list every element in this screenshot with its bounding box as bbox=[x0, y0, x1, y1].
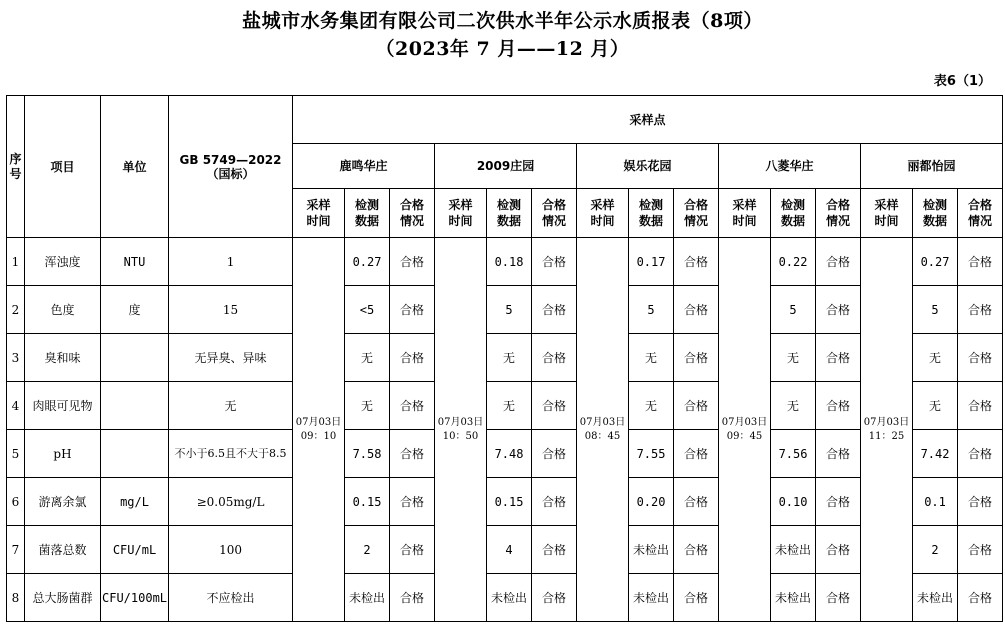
test-value-cell: 4 bbox=[487, 526, 532, 574]
header-sampling-points: 采样点 bbox=[293, 96, 1003, 144]
test-value-cell: 未检出 bbox=[771, 526, 816, 574]
site-header: 八菱华庄 bbox=[719, 144, 861, 189]
report-period: （2023年 7 月——12 月） bbox=[375, 38, 630, 60]
header-index bbox=[7, 96, 25, 238]
test-value-cell: 0.1 bbox=[913, 478, 958, 526]
sample-time-cell: 07月03日 10：50 bbox=[435, 238, 487, 622]
test-value-cell: 未检出 bbox=[629, 574, 674, 622]
header-result bbox=[958, 189, 1003, 238]
header-test-data-text: 检测数据 bbox=[355, 198, 380, 228]
test-value-cell: 5 bbox=[487, 286, 532, 334]
header-result bbox=[390, 189, 435, 238]
test-value-cell: 2 bbox=[345, 526, 390, 574]
header-standard: GB 5749—2022 （国标） bbox=[169, 96, 293, 238]
result-cell: 合格 bbox=[390, 526, 435, 574]
result-cell: 合格 bbox=[816, 478, 861, 526]
result-cell: 合格 bbox=[532, 334, 577, 382]
result-cell: 合格 bbox=[532, 574, 577, 622]
result-cell: 合格 bbox=[390, 334, 435, 382]
sample-time-cell: 07月03日 11：25 bbox=[861, 238, 913, 622]
header-sample-time bbox=[577, 189, 629, 238]
row-index: 7 bbox=[7, 526, 25, 574]
result-cell: 合格 bbox=[816, 334, 861, 382]
test-value-cell: 7.58 bbox=[345, 430, 390, 478]
result-cell: 合格 bbox=[674, 526, 719, 574]
test-value-cell: 0.15 bbox=[487, 478, 532, 526]
row-standard: 不应检出 bbox=[169, 574, 293, 622]
header-sample-time-text: 采样时间 bbox=[874, 198, 899, 228]
result-cell: 合格 bbox=[390, 382, 435, 430]
test-value-cell: 未检出 bbox=[345, 574, 390, 622]
header-result-text: 合格情况 bbox=[542, 198, 567, 228]
header-result-text: 合格情况 bbox=[684, 198, 709, 228]
header-test-data-text: 检测数据 bbox=[781, 198, 806, 228]
test-value-cell: 0.15 bbox=[345, 478, 390, 526]
header-sample-time bbox=[719, 189, 771, 238]
sample-time-cell: 07月03日 09：10 bbox=[293, 238, 345, 622]
result-cell: 合格 bbox=[390, 430, 435, 478]
water-quality-table bbox=[6, 95, 1003, 622]
test-value-cell: 未检出 bbox=[913, 574, 958, 622]
header-sample-time-text: 采样时间 bbox=[448, 198, 473, 228]
test-value-cell: 无 bbox=[913, 334, 958, 382]
test-value-cell: 0.10 bbox=[771, 478, 816, 526]
row-standard: 不小于6.5且不大于8.5 bbox=[169, 430, 293, 478]
row-index: 3 bbox=[7, 334, 25, 382]
result-cell: 合格 bbox=[816, 238, 861, 286]
test-value-cell: 无 bbox=[771, 382, 816, 430]
row-index: 2 bbox=[7, 286, 25, 334]
test-value-cell: 7.48 bbox=[487, 430, 532, 478]
result-cell: 合格 bbox=[958, 286, 1003, 334]
test-value-cell: 未检出 bbox=[771, 574, 816, 622]
result-cell: 合格 bbox=[532, 286, 577, 334]
result-cell: 合格 bbox=[674, 430, 719, 478]
row-unit bbox=[101, 382, 169, 430]
result-cell: 合格 bbox=[816, 574, 861, 622]
result-cell: 合格 bbox=[532, 430, 577, 478]
test-value-cell: 0.27 bbox=[913, 238, 958, 286]
test-value-cell: 0.27 bbox=[345, 238, 390, 286]
header-result bbox=[674, 189, 719, 238]
row-item: 色度 bbox=[25, 286, 101, 334]
site-header: 鹿鸣华庄 bbox=[293, 144, 435, 189]
result-cell: 合格 bbox=[816, 430, 861, 478]
test-value-cell: 5 bbox=[629, 286, 674, 334]
row-standard: 100 bbox=[169, 526, 293, 574]
row-unit bbox=[101, 430, 169, 478]
result-cell: 合格 bbox=[532, 478, 577, 526]
test-value-cell: <5 bbox=[345, 286, 390, 334]
header-test-data bbox=[913, 189, 958, 238]
row-unit: 度 bbox=[101, 286, 169, 334]
test-value-cell: 未检出 bbox=[629, 526, 674, 574]
row-unit: NTU bbox=[101, 238, 169, 286]
test-value-cell: 5 bbox=[913, 286, 958, 334]
row-standard: 无异臭、异味 bbox=[169, 334, 293, 382]
row-standard: 无 bbox=[169, 382, 293, 430]
header-sample-time-text: 采样时间 bbox=[306, 198, 331, 228]
row-index: 5 bbox=[7, 430, 25, 478]
result-cell: 合格 bbox=[532, 382, 577, 430]
test-value-cell: 无 bbox=[345, 334, 390, 382]
row-index: 6 bbox=[7, 478, 25, 526]
result-cell: 合格 bbox=[816, 382, 861, 430]
row-item: 臭和味 bbox=[25, 334, 101, 382]
test-value-cell: 0.17 bbox=[629, 238, 674, 286]
header-test-data-text: 检测数据 bbox=[639, 198, 664, 228]
header-test-data-text: 检测数据 bbox=[497, 198, 522, 228]
result-cell: 合格 bbox=[390, 574, 435, 622]
test-value-cell: 7.55 bbox=[629, 430, 674, 478]
result-cell: 合格 bbox=[532, 238, 577, 286]
test-value-cell: 0.22 bbox=[771, 238, 816, 286]
row-item: 游离余氯 bbox=[25, 478, 101, 526]
test-value-cell: 无 bbox=[345, 382, 390, 430]
header-result bbox=[532, 189, 577, 238]
header-sample-time bbox=[435, 189, 487, 238]
result-cell: 合格 bbox=[816, 526, 861, 574]
header-test-data bbox=[487, 189, 532, 238]
test-value-cell: 2 bbox=[913, 526, 958, 574]
test-value-cell: 无 bbox=[913, 382, 958, 430]
result-cell: 合格 bbox=[958, 382, 1003, 430]
test-value-cell: 0.18 bbox=[487, 238, 532, 286]
test-value-cell: 无 bbox=[629, 382, 674, 430]
test-value-cell: 0.20 bbox=[629, 478, 674, 526]
table-number: 表6（1） bbox=[933, 74, 991, 89]
row-item: 总大肠菌群 bbox=[25, 574, 101, 622]
result-cell: 合格 bbox=[390, 238, 435, 286]
test-value-cell: 无 bbox=[487, 382, 532, 430]
row-index: 4 bbox=[7, 382, 25, 430]
site-header: 2009庄园 bbox=[435, 144, 577, 189]
header-test-data bbox=[345, 189, 390, 238]
sample-time-cell: 07月03日 08：45 bbox=[577, 238, 629, 622]
test-value-cell: 7.42 bbox=[913, 430, 958, 478]
header-result-text: 合格情况 bbox=[968, 198, 993, 228]
header-sample-time-text: 采样时间 bbox=[590, 198, 615, 228]
result-cell: 合格 bbox=[674, 382, 719, 430]
table-row bbox=[7, 238, 1003, 286]
header-index-text: 序号 bbox=[9, 151, 22, 181]
row-index: 8 bbox=[7, 574, 25, 622]
result-cell: 合格 bbox=[958, 526, 1003, 574]
test-value-cell: 无 bbox=[771, 334, 816, 382]
header-result bbox=[816, 189, 861, 238]
row-standard: ≥0.05mg/L bbox=[169, 478, 293, 526]
row-standard: 15 bbox=[169, 286, 293, 334]
result-cell: 合格 bbox=[674, 238, 719, 286]
header-item: 项目 bbox=[25, 96, 101, 238]
test-value-cell: 无 bbox=[487, 334, 532, 382]
row-standard: 1 bbox=[169, 238, 293, 286]
result-cell: 合格 bbox=[958, 574, 1003, 622]
test-value-cell: 5 bbox=[771, 286, 816, 334]
site-header: 丽都怡园 bbox=[861, 144, 1003, 189]
result-cell: 合格 bbox=[532, 526, 577, 574]
row-unit: CFU/mL bbox=[101, 526, 169, 574]
row-unit bbox=[101, 334, 169, 382]
header-unit: 单位 bbox=[101, 96, 169, 238]
table-row bbox=[7, 478, 1003, 526]
header-sample-time-text: 采样时间 bbox=[732, 198, 757, 228]
result-cell: 合格 bbox=[390, 478, 435, 526]
row-item: 肉眼可见物 bbox=[25, 382, 101, 430]
result-cell: 合格 bbox=[958, 238, 1003, 286]
result-cell: 合格 bbox=[958, 334, 1003, 382]
result-cell: 合格 bbox=[674, 286, 719, 334]
test-value-cell: 未检出 bbox=[487, 574, 532, 622]
header-result-text: 合格情况 bbox=[826, 198, 851, 228]
table-row bbox=[7, 574, 1003, 622]
result-cell: 合格 bbox=[674, 334, 719, 382]
table-row bbox=[7, 382, 1003, 430]
test-value-cell: 无 bbox=[629, 334, 674, 382]
table-row bbox=[7, 334, 1003, 382]
row-item: pH bbox=[25, 430, 101, 478]
header-sample-time bbox=[293, 189, 345, 238]
result-cell: 合格 bbox=[390, 286, 435, 334]
header-test-data-text: 检测数据 bbox=[923, 198, 948, 228]
header-test-data bbox=[771, 189, 816, 238]
test-value-cell: 7.56 bbox=[771, 430, 816, 478]
result-cell: 合格 bbox=[958, 478, 1003, 526]
header-test-data bbox=[629, 189, 674, 238]
table-row bbox=[7, 526, 1003, 574]
result-cell: 合格 bbox=[674, 574, 719, 622]
result-cell: 合格 bbox=[958, 430, 1003, 478]
row-unit: CFU/100mL bbox=[101, 574, 169, 622]
result-cell: 合格 bbox=[674, 478, 719, 526]
row-index: 1 bbox=[7, 238, 25, 286]
row-unit: mg/L bbox=[101, 478, 169, 526]
row-item: 浑浊度 bbox=[25, 238, 101, 286]
table-row bbox=[7, 286, 1003, 334]
header-sample-time bbox=[861, 189, 913, 238]
row-item: 菌落总数 bbox=[25, 526, 101, 574]
table-row bbox=[7, 430, 1003, 478]
site-header: 娱乐花园 bbox=[577, 144, 719, 189]
sample-time-cell: 07月03日 09：45 bbox=[719, 238, 771, 622]
result-cell: 合格 bbox=[816, 286, 861, 334]
header-result-text: 合格情况 bbox=[400, 198, 425, 228]
report-title: 盐城市水务集团有限公司二次供水半年公示水质报表（8项） bbox=[242, 10, 763, 32]
